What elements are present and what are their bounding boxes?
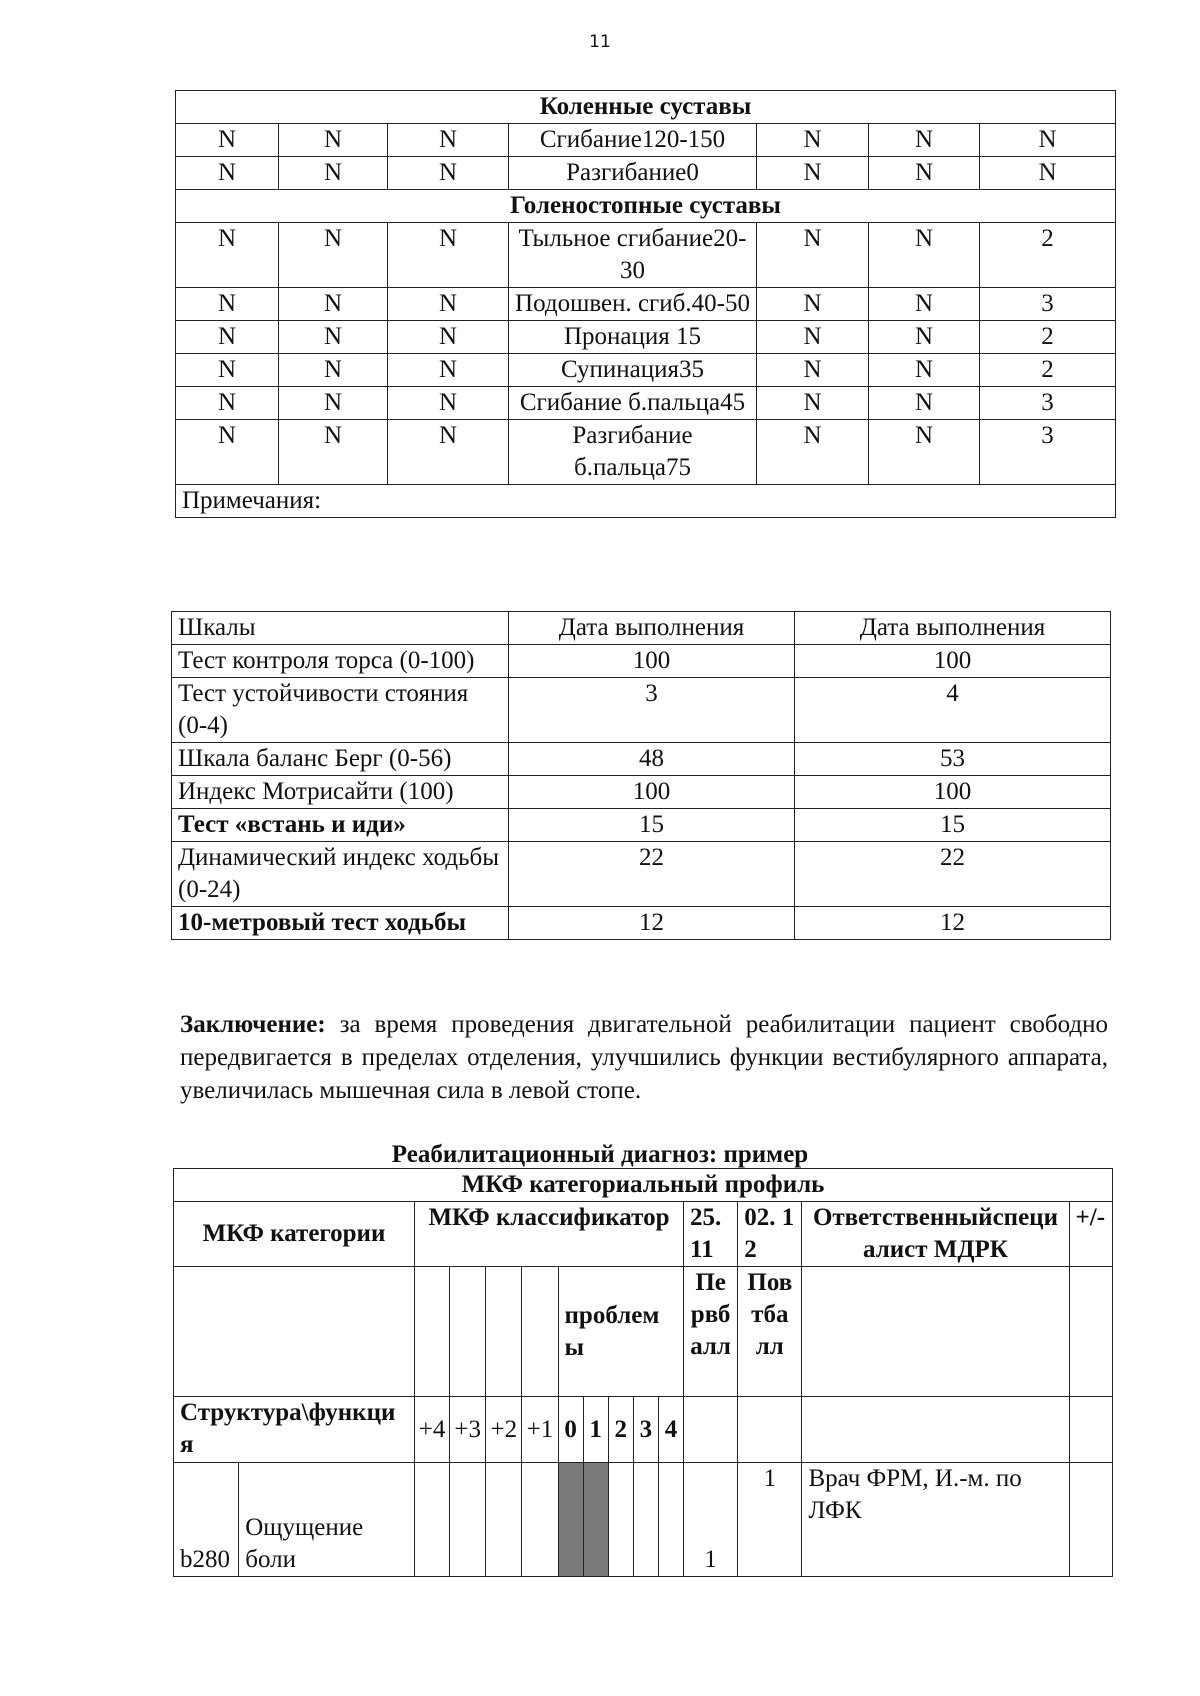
scale-value: 22	[795, 842, 1111, 907]
cell: 2	[980, 354, 1116, 387]
cell: N	[869, 288, 980, 321]
empty-cell	[1069, 1463, 1113, 1577]
cell: N	[388, 157, 509, 190]
table-row	[176, 157, 1116, 190]
column-header: МКФ классификатор	[414, 1202, 683, 1267]
empty-cell	[486, 1267, 522, 1397]
scale-name: Тест устойчивости стояния (0-4)	[172, 678, 509, 743]
specialist-value: Врач ФРМ, И.-м. по ЛФК	[802, 1463, 1069, 1577]
cell: N	[388, 124, 509, 157]
table-header-row	[174, 1202, 1113, 1267]
cell: N	[869, 223, 980, 288]
section-knee: Коленные суставы	[176, 91, 1116, 124]
movement-cell: Разгибание0	[509, 157, 757, 190]
icf-code: b280	[174, 1463, 239, 1577]
section-ankle: Голеностопные суставы	[176, 190, 1116, 223]
first-score-value: 1	[683, 1463, 737, 1577]
plus-level: +1	[522, 1397, 558, 1463]
plus-level: +4	[414, 1397, 449, 1463]
cell: N	[980, 124, 1116, 157]
table-row	[174, 1463, 1113, 1577]
scale-name: Тест контроля торса (0-100)	[172, 645, 509, 678]
scale-name: Динамический индекс ходьбы (0-24)	[172, 842, 509, 907]
table-row	[176, 223, 1116, 288]
movement-cell: Супинация35	[509, 354, 757, 387]
cell: N	[869, 354, 980, 387]
cell: N	[176, 354, 279, 387]
column-header: 02. 12	[738, 1202, 802, 1267]
shaded-cell	[558, 1463, 583, 1577]
table-row	[176, 420, 1116, 485]
scale-value: 48	[509, 743, 795, 776]
scale-value: 15	[795, 809, 1111, 842]
cell: 2	[980, 223, 1116, 288]
cell: N	[869, 124, 980, 157]
scale-value: 15	[509, 809, 795, 842]
table-row	[176, 354, 1116, 387]
cell: N	[980, 157, 1116, 190]
scale-value: 4	[795, 678, 1111, 743]
table-row	[172, 907, 1111, 940]
column-header: Дата выполнения	[795, 612, 1111, 645]
shaded-cell	[583, 1463, 608, 1577]
cell: N	[388, 387, 509, 420]
scale-value: 100	[509, 645, 795, 678]
plus-level: +3	[450, 1397, 486, 1463]
second-score-value: 1	[738, 1463, 802, 1577]
table-row	[172, 678, 1111, 743]
scale-name: Шкала баланс Берг (0-56)	[172, 743, 509, 776]
table-header-row	[172, 612, 1111, 645]
cell: N	[279, 157, 388, 190]
table-row	[172, 776, 1111, 809]
column-header: Ответственныйспециалист МДРК	[802, 1202, 1069, 1267]
cell: N	[176, 321, 279, 354]
empty-cell	[486, 1463, 522, 1577]
problem-level: 3	[633, 1397, 658, 1463]
movement-cell: Тыльное сгибание20-30	[509, 223, 757, 288]
cell: N	[869, 321, 980, 354]
table-row	[172, 809, 1111, 842]
cell: N	[176, 223, 279, 288]
cell: N	[869, 387, 980, 420]
movement-cell: Пронация 15	[509, 321, 757, 354]
empty-cell	[174, 1267, 415, 1397]
scale-value: 22	[509, 842, 795, 907]
conclusion-paragraph	[180, 1008, 1108, 1107]
cell: N	[757, 288, 869, 321]
scale-value: 100	[509, 776, 795, 809]
movement-cell: Сгибание б.пальца45	[509, 387, 757, 420]
column-header: МКФ категории	[174, 1202, 415, 1267]
cell: N	[279, 288, 388, 321]
problem-level: 2	[608, 1397, 633, 1463]
empty-cell	[1069, 1397, 1113, 1463]
scale-value: 3	[509, 678, 795, 743]
empty-cell	[683, 1397, 737, 1463]
icf-profile-table	[173, 1168, 1113, 1577]
empty-cell	[608, 1463, 633, 1577]
table-row	[172, 743, 1111, 776]
scale-value: 53	[795, 743, 1111, 776]
empty-cell	[633, 1463, 658, 1577]
page-number: 11	[589, 32, 611, 52]
notes-label: Примечания:	[176, 485, 1116, 518]
cell: N	[279, 354, 388, 387]
first-score-header: Первбалл	[683, 1267, 737, 1397]
cell: N	[757, 354, 869, 387]
column-header: Дата выполнения	[509, 612, 795, 645]
scale-name: Тест «встань и иди»	[172, 809, 509, 842]
cell: N	[388, 288, 509, 321]
cell: N	[757, 321, 869, 354]
cell: N	[757, 387, 869, 420]
movement-cell: Разгибание б.пальца75	[509, 420, 757, 485]
column-header: 25. 11	[683, 1202, 737, 1267]
cell: N	[279, 124, 388, 157]
scale-value: 12	[509, 907, 795, 940]
cell: N	[869, 157, 980, 190]
scale-name: Индекс Мотрисайти (100)	[172, 776, 509, 809]
scales-table	[171, 611, 1111, 940]
structure-function-label: Структура\функция	[174, 1397, 415, 1463]
cell: N	[757, 420, 869, 485]
scale-value: 100	[795, 645, 1111, 678]
empty-cell	[802, 1397, 1069, 1463]
problem-level: 4	[658, 1397, 683, 1463]
empty-cell	[738, 1397, 802, 1463]
table-row	[176, 321, 1116, 354]
cell: N	[388, 223, 509, 288]
plus-level: +2	[486, 1397, 522, 1463]
qualifier-levels-row	[174, 1397, 1113, 1463]
table-row	[176, 288, 1116, 321]
cell: N	[757, 223, 869, 288]
empty-cell	[1069, 1267, 1113, 1397]
column-header: Шкалы	[172, 612, 509, 645]
movement-cell: Сгибание120-150	[509, 124, 757, 157]
empty-cell	[522, 1267, 558, 1397]
table-row	[172, 842, 1111, 907]
problems-header: проблемы	[558, 1267, 683, 1397]
icf-profile-title: МКФ категориальный профиль	[174, 1169, 1113, 1202]
cell: N	[757, 157, 869, 190]
problem-level: 0	[558, 1397, 583, 1463]
empty-cell	[450, 1267, 486, 1397]
cell: N	[176, 420, 279, 485]
cell: N	[279, 387, 388, 420]
scale-value: 100	[795, 776, 1111, 809]
cell: N	[388, 420, 509, 485]
scale-name: 10-метровый тест ходьбы	[172, 907, 509, 940]
movement-cell: Подошвен. сгиб.40-50	[509, 288, 757, 321]
cell: N	[176, 387, 279, 420]
table-header-row	[174, 1267, 1113, 1397]
cell: N	[279, 321, 388, 354]
cell: 2	[980, 321, 1116, 354]
cell: 3	[980, 288, 1116, 321]
cell: 3	[980, 420, 1116, 485]
cell: N	[279, 420, 388, 485]
cell: 3	[980, 387, 1116, 420]
conclusion-text: за время проведения двигательной реабилитации пациент свободно передвигается в пределах отделения, улучшились функции вестибулярного аппарата, увеличилась мышечная сила в левой стопе.	[180, 1011, 1108, 1104]
cell: N	[176, 124, 279, 157]
problem-level: 1	[583, 1397, 608, 1463]
empty-cell	[658, 1463, 683, 1577]
joints-table	[175, 90, 1116, 518]
empty-cell	[522, 1463, 558, 1577]
cell: N	[176, 288, 279, 321]
conclusion-label: Заключение:	[180, 1011, 326, 1038]
table-row	[176, 124, 1116, 157]
cell: N	[757, 124, 869, 157]
cell: N	[388, 354, 509, 387]
icf-category-name: Ощущение боли	[239, 1463, 415, 1577]
empty-cell	[414, 1267, 449, 1397]
scale-value: 12	[795, 907, 1111, 940]
diagnosis-title: Реабилитационный диагноз: пример	[391, 1141, 809, 1168]
cell: N	[388, 321, 509, 354]
second-score-header: Повтбалл	[738, 1267, 802, 1397]
table-row	[176, 387, 1116, 420]
cell: N	[869, 420, 980, 485]
cell: N	[279, 223, 388, 288]
empty-cell	[450, 1463, 486, 1577]
table-row	[172, 645, 1111, 678]
cell: N	[176, 157, 279, 190]
empty-cell	[802, 1267, 1069, 1397]
empty-cell	[414, 1463, 449, 1577]
column-header: +/-	[1069, 1202, 1113, 1267]
